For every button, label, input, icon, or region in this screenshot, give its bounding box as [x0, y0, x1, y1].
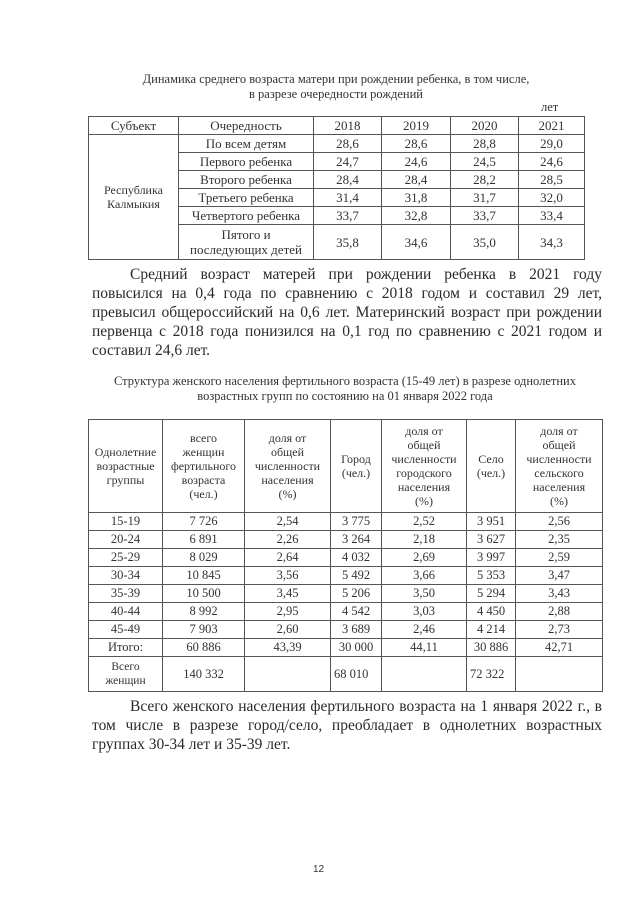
total-cell: 8 992 [163, 603, 245, 621]
header-line: населения [261, 473, 314, 487]
value-cell: 28,4 [314, 171, 382, 189]
city-cell: 5 492 [331, 567, 382, 585]
total-cell: 60 886 [163, 639, 245, 657]
header-subject: Субъект [89, 117, 179, 135]
header-2021: 2021 [519, 117, 585, 135]
paragraph-maternal-age [92, 265, 602, 360]
village-share-cell: 2,59 [516, 549, 603, 567]
age-group-cell: 35-39 [89, 585, 163, 603]
header-line: (%) [415, 494, 433, 508]
header-line: населения [532, 480, 586, 494]
share-cell: 3,56 [245, 567, 331, 585]
city-cell: 5 206 [331, 585, 382, 603]
city-share-cell: 3,03 [382, 603, 467, 621]
empty-cell [516, 657, 603, 692]
table-row-all-women [89, 657, 603, 692]
village-share-cell: 2,56 [516, 513, 603, 531]
table1-caption-line1: Динамика среднего возраста матери при рождении ребенка, в том числе, [142, 72, 530, 86]
header-line: общей [407, 438, 441, 452]
order-cell: Первого ребенка [179, 153, 314, 171]
table1-caption [80, 72, 592, 102]
village-share-cell: 2,35 [516, 531, 603, 549]
table2-header-row [89, 420, 603, 513]
header-share-city [382, 420, 467, 513]
header-age-group [89, 420, 163, 513]
value-cell: 33,4 [519, 207, 585, 225]
village-cell: 5 294 [467, 585, 516, 603]
all-women-label-line2: женщин [105, 675, 146, 687]
order-cell: Третьего ребенка [179, 189, 314, 207]
header-line: возраста [181, 473, 226, 487]
table1-unit-label: лет [541, 100, 559, 114]
total-cell: 7 903 [163, 621, 245, 639]
header-line: (чел.) [341, 466, 371, 480]
value-cell: 29,0 [519, 135, 585, 153]
village-share-cell: 42,71 [516, 639, 603, 657]
table-row [89, 603, 603, 621]
header-village [467, 420, 516, 513]
all-women-city-cell: 68 010 [331, 657, 382, 692]
age-group-cell: 25-29 [89, 549, 163, 567]
order-line1: Пятого и [221, 227, 271, 242]
city-share-cell: 2,69 [382, 549, 467, 567]
value-cell: 35,0 [451, 225, 519, 260]
value-cell: 31,8 [382, 189, 451, 207]
header-line: численности [391, 452, 457, 466]
village-cell: 5 353 [467, 567, 516, 585]
village-share-cell: 2,73 [516, 621, 603, 639]
village-share-cell: 3,47 [516, 567, 603, 585]
header-line: доля от [405, 424, 443, 438]
city-share-cell: 2,46 [382, 621, 467, 639]
subject-cell [89, 135, 179, 260]
header-line: доля от [268, 431, 307, 445]
share-cell: 2,60 [245, 621, 331, 639]
value-cell: 28,2 [451, 171, 519, 189]
header-2019: 2019 [382, 117, 451, 135]
village-cell: 4 214 [467, 621, 516, 639]
header-city [331, 420, 382, 513]
value-cell: 32,0 [519, 189, 585, 207]
city-cell: 3 264 [331, 531, 382, 549]
all-women-total-cell: 140 332 [163, 657, 245, 692]
header-line: фертильного [170, 459, 237, 473]
total-cell: 6 891 [163, 531, 245, 549]
village-share-cell: 2,88 [516, 603, 603, 621]
header-order: Очередность [179, 117, 314, 135]
header-line: (%) [550, 494, 568, 508]
share-cell: 2,26 [245, 531, 331, 549]
village-cell: 3 997 [467, 549, 516, 567]
header-line: Однолетние [94, 445, 157, 459]
header-line: (чел.) [189, 487, 218, 501]
header-line: населения [397, 480, 451, 494]
empty-cell [245, 657, 331, 692]
share-cell: 2,95 [245, 603, 331, 621]
city-share-cell: 44,11 [382, 639, 467, 657]
city-cell: 3 689 [331, 621, 382, 639]
age-group-cell: 30-34 [89, 567, 163, 585]
header-line: Село [478, 452, 504, 466]
table2-caption-line1: Структура женского населения фертильного возраста (15-49 лет) в разрезе однолетних [114, 374, 576, 388]
city-cell: 4 542 [331, 603, 382, 621]
value-cell: 31,7 [451, 189, 519, 207]
subject-line1: Республика [104, 183, 163, 197]
city-share-cell: 3,50 [382, 585, 467, 603]
table-row [89, 567, 603, 585]
paragraph-fertile-women [92, 697, 602, 754]
total-cell: 8 029 [163, 549, 245, 567]
age-group-cell: 40-44 [89, 603, 163, 621]
order-cell: Четвертого ребенка [179, 207, 314, 225]
age-group-cell: Итого: [89, 639, 163, 657]
table1-caption-line2: в разрезе очередности рождений [249, 87, 423, 101]
header-line: общей [270, 445, 305, 459]
header-line: общей [542, 438, 576, 452]
village-cell: 4 450 [467, 603, 516, 621]
header-share-village [516, 420, 603, 513]
total-cell: 10 500 [163, 585, 245, 603]
subject-line2: Калмыкия [107, 197, 160, 211]
header-line: возрастные [96, 459, 155, 473]
header-line: Город [341, 452, 371, 466]
city-share-cell: 3,66 [382, 567, 467, 585]
order-line2: последующих детей [190, 242, 302, 257]
city-cell: 3 775 [331, 513, 382, 531]
page-number: 12 [313, 864, 325, 875]
order-cell: По всем детям [179, 135, 314, 153]
value-cell: 24,6 [519, 153, 585, 171]
value-cell: 28,4 [382, 171, 451, 189]
share-cell: 2,64 [245, 549, 331, 567]
table1-header-row [89, 117, 585, 135]
value-cell: 24,7 [314, 153, 382, 171]
header-line: доля от [540, 424, 578, 438]
value-cell: 34,3 [519, 225, 585, 260]
all-women-label-line1: Всего [111, 661, 140, 673]
header-line: городского [396, 466, 452, 480]
value-cell: 32,8 [382, 207, 451, 225]
value-cell: 33,7 [314, 207, 382, 225]
value-cell: 31,4 [314, 189, 382, 207]
table-row [89, 585, 603, 603]
value-cell: 24,6 [382, 153, 451, 171]
value-cell: 35,8 [314, 225, 382, 260]
table2-caption [80, 374, 610, 404]
all-women-label-cell [89, 657, 163, 692]
value-cell: 28,6 [382, 135, 451, 153]
table-row [89, 531, 603, 549]
value-cell: 33,7 [451, 207, 519, 225]
city-share-cell: 2,18 [382, 531, 467, 549]
value-cell: 28,6 [314, 135, 382, 153]
empty-cell [382, 657, 467, 692]
share-cell: 2,54 [245, 513, 331, 531]
city-cell: 4 032 [331, 549, 382, 567]
order-cell: Второго ребенка [179, 171, 314, 189]
table-row [89, 549, 603, 567]
header-line: численности [526, 452, 592, 466]
share-cell: 43,39 [245, 639, 331, 657]
header-2018: 2018 [314, 117, 382, 135]
header-line: женщин [182, 445, 225, 459]
village-share-cell: 3,43 [516, 585, 603, 603]
header-total-women [163, 420, 245, 513]
header-line: сельского [534, 466, 584, 480]
value-cell: 28,8 [451, 135, 519, 153]
city-share-cell: 2,52 [382, 513, 467, 531]
table-row [89, 135, 585, 153]
table-row-total [89, 639, 603, 657]
header-line: численности [254, 459, 321, 473]
paragraph2-text: Всего женского населения фертильного возраста на 1 января 2022 г., в том числе в разрезе город/село, преобладает в однолетних возрастных группах 30-34 лет и 35-39 лет. [92, 698, 602, 753]
order-cell [179, 225, 314, 260]
table2-caption-line2: возрастных групп по состоянию на 01 января 2022 года [197, 389, 493, 403]
header-line: всего [189, 431, 218, 445]
maternal-age-table [88, 116, 585, 260]
table-row [89, 513, 603, 531]
fertile-women-table [88, 419, 603, 692]
all-women-village-cell: 72 322 [467, 657, 516, 692]
paragraph1-text: Средний возраст матерей при рождении ребенка в 2021 году повысился на 0,4 года по сравнению с 2018 годом и составил 29 лет, превысил общероссийский на 0,6 лет. Материнский возраст при рождении первенца с 2018 года понизился на 0,1 год по сравнению с 2021 годом и составил 24,6 лет. [92, 266, 602, 359]
age-group-cell: 45-49 [89, 621, 163, 639]
header-line: (%) [278, 487, 297, 501]
village-cell: 30 886 [467, 639, 516, 657]
table-row [89, 621, 603, 639]
header-line: группы [106, 473, 145, 487]
age-group-cell: 15-19 [89, 513, 163, 531]
value-cell: 34,6 [382, 225, 451, 260]
value-cell: 24,5 [451, 153, 519, 171]
village-cell: 3 951 [467, 513, 516, 531]
age-group-cell: 20-24 [89, 531, 163, 549]
village-cell: 3 627 [467, 531, 516, 549]
city-cell: 30 000 [331, 639, 382, 657]
share-cell: 3,45 [245, 585, 331, 603]
total-cell: 7 726 [163, 513, 245, 531]
value-cell: 28,5 [519, 171, 585, 189]
header-2020: 2020 [451, 117, 519, 135]
total-cell: 10 845 [163, 567, 245, 585]
header-line: (чел.) [476, 466, 506, 480]
header-share-total [245, 420, 331, 513]
